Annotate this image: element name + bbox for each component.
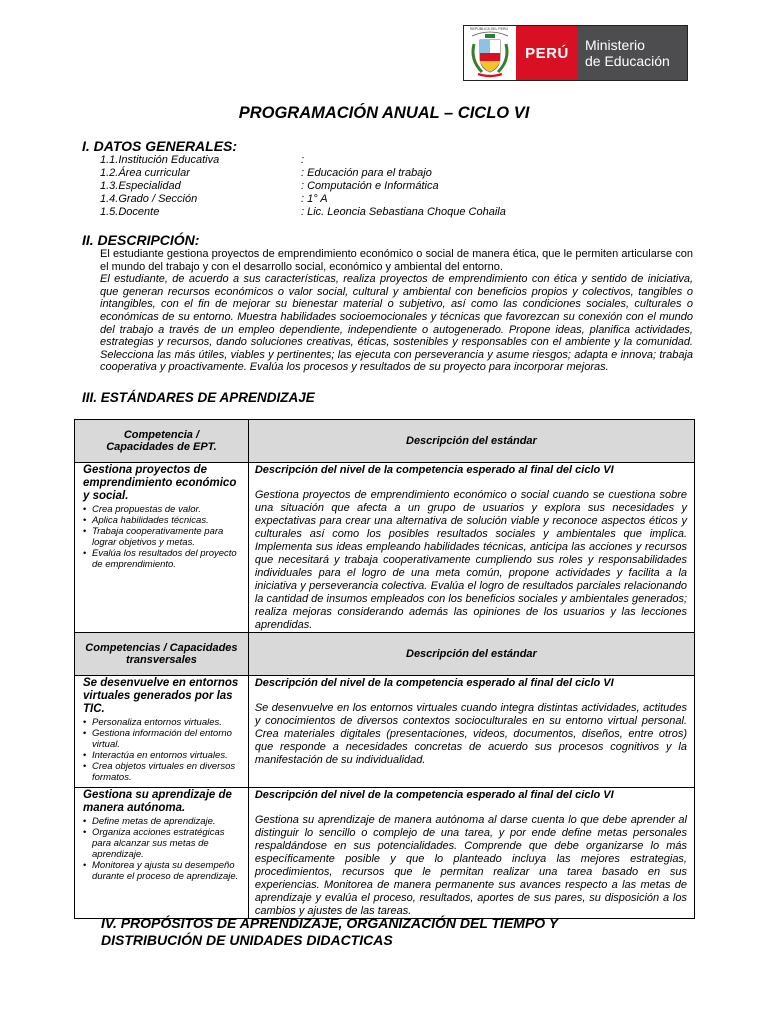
ministry-logo — [463, 25, 688, 81]
general-data-value: : 1° A — [301, 193, 328, 205]
document-title: PROGRAMACIÓN ANUAL – CICLO VI — [238, 104, 530, 122]
section1-heading: I. DATOS GENERALES: — [82, 138, 238, 154]
standard-text: Se desenvuelve en los entornos virtuales cuando integra distintas actividades, actitudes y conocimientos de diversos contextos socioculturales en su entorno virtual personal. Crea materiales digitales (presentaciones, videos, documentos, diseños, entre otros) que responde a necesidades concretas de acuerdo sus procesos cognitivos y la manifestación de su individualidad. — [254, 702, 687, 766]
competency-cell — [75, 788, 249, 919]
table-header-cell: Descripción del estándar — [248, 633, 694, 676]
competency-cell — [75, 676, 249, 788]
table-header-cell — [75, 420, 249, 463]
capacity-list — [75, 815, 248, 882]
general-data-label: 1.2.Área curricular — [100, 167, 190, 179]
standard-heading: Descripción del nivel de la competencia esperado al final del ciclo VI — [254, 677, 614, 689]
table-row — [75, 676, 695, 788]
capacity-item: • Monitorea y ajusta su desempeño durante el proceso de aprendizaje. — [83, 860, 242, 882]
competency-title: Se desenvuelve en entornos virtuales generados por las TIC. — [83, 677, 239, 715]
capacity-item: • Personaliza entornos virtuales. — [83, 717, 242, 728]
capacity-item: • Gestiona información del entorno virtual. — [83, 728, 242, 750]
capacity-item: • Organiza acciones estratégicas para alcanzar sus metas de aprendizaje. — [83, 827, 242, 860]
competency-title: Gestiona proyectos de emprendimiento económico y social. — [83, 464, 237, 502]
section3-heading: III. ESTÁNDARES DE APRENDIZAJE — [82, 390, 315, 405]
capacity-item: • Define metas de aprendizaje. — [83, 816, 242, 827]
coat-of-arms-icon — [464, 26, 516, 80]
competency-cell — [75, 463, 249, 633]
table-header-row — [75, 420, 695, 463]
country-label: PERÚ — [516, 26, 578, 80]
standards-table — [74, 419, 695, 919]
capacity-item: • Trabaja cooperativamente para lograr objetivos y metas. — [83, 526, 242, 548]
capacity-list — [75, 503, 248, 570]
section2-heading: II. DESCRIPCIÓN: — [82, 232, 200, 248]
standard-cell — [248, 676, 694, 788]
shield-caption: REPÚBLICA DEL PERÚ — [470, 27, 508, 31]
standard-heading: Descripción del nivel de la competencia esperado al final del ciclo VI — [254, 789, 614, 801]
general-data-label: 1.4.Grado / Sección — [100, 193, 198, 205]
capacity-item: • Crea objetos virtuales en diversos formatos. — [83, 761, 242, 783]
table-header-cell: Descripción del estándar — [248, 420, 694, 463]
general-data-value: : Computación e Informática — [301, 180, 439, 192]
ministry-line2: de Educación — [585, 53, 670, 69]
header-competency: Competencia / Capacidades de EPT. — [106, 429, 217, 453]
table-header-cell — [75, 633, 249, 676]
description-paragraph: El estudiante gestiona proyectos de emprendimiento económico o social de manera ética, que le permiten articularse con el mundo del trabajo y con el desarrollo social, económico y ambiental del entorno. — [100, 248, 693, 273]
standard-text: Gestiona su aprendizaje de manera autónoma al darse cuenta lo que debe aprender al distinguir lo sencillo o complejo de una tarea, y por ende define metas personales respaldándose en sus potencialidades. Comprende que debe organizarse lo más específicamente posible y que lo planteado incluya las mejores estrategias, procedimientos, recursos que le permitan realizar una tarea basado en sus experiencias. Monitorea de manera permanente sus avances respecto a las metas de aprendizaje y evalúa el proceso, resultados, aportes de sus pares, su disposición a los cambios y ajustes de las tareas. — [254, 814, 687, 917]
capacity-item: • Crea propuestas de valor. — [83, 504, 242, 515]
general-data-value: : Educación para el trabajo — [301, 167, 432, 179]
standard-cell — [248, 463, 694, 633]
standard-cell — [248, 788, 694, 919]
standard-text: Gestiona proyectos de emprendimiento económico o social cuando se cuestiona sobre una situación que afecta a un grupo de usuarios y explora sus necesidades y expectativas para crear una alternativa de solución viable y reconoce aspectos éticos y culturales así como los posibles resultados sociales y ambientales que implica. Implementa sus ideas empleando habilidades técnicas, anticipa las acciones y recursos que necesitará y trabaja cooperativamente cumpliendo sus roles y responsabilidades individuales para el logro de una meta común, propone actividades y facilita a la iniciativa y perseverancia colectiva. Evalúa el logro de resultados parciales relacionando la cantidad de insumos empleados con los beneficios sociales y ambientales generados; realiza mejoras considerando además las opiniones de los usuarios y las lecciones aprendidas. — [254, 489, 687, 631]
capacity-list — [75, 716, 248, 783]
header-transversal: Competencias / Capacidades transversales — [85, 642, 238, 666]
general-data-label: 1.1.Institución Educativa — [100, 154, 220, 166]
section4-heading: IV. PROPÓSITOS DE APRENDIZAJE, ORGANIZACIÓN DEL TIEMPO Y DISTRIBUCIÓN DE UNIDADES DIDACTICAS — [101, 915, 558, 948]
competency-title: Gestiona su aprendizaje de manera autónoma. — [83, 789, 232, 814]
general-data-value: : — [301, 154, 305, 166]
table-row — [75, 788, 695, 919]
standard-heading: Descripción del nivel de la competencia esperado al final del ciclo VI — [254, 464, 614, 476]
general-data-value: : Lic. Leoncia Sebastiana Choque Cohaila — [301, 206, 506, 218]
ministry-name — [578, 26, 687, 80]
table-row — [75, 463, 695, 633]
general-data-label: 1.5.Docente — [100, 206, 160, 218]
capacity-item: • Aplica habilidades técnicas. — [83, 515, 242, 526]
capacity-item: • Interactúa en entornos virtuales. — [83, 750, 242, 761]
table-header-row — [75, 633, 695, 676]
ministry-line1: Ministerio — [585, 37, 645, 53]
description-paragraph-italic: El estudiante, de acuerdo a sus características, realiza proyectos de emprendimiento con ética y sentido de iniciativa, que generan recursos económicos o valor social, cultural y ambiental con beneficios propios y colectivos, tangibles o intangibles, con el fin de mejorar su bienestar material o subjetivo, así como las condiciones sociales, culturales o económicas de su entorno. Muestra habilidades socioemocionales y técnicas que favorezcan su conexión con el mundo del trabajo a través de un empleo dependiente, independiente o autogenerado. Propone ideas, planifica actividades, estrategias y recursos, dando soluciones creativas, éticas, sostenibles y responsables con el ambiente y la comunidad. Selecciona las más útiles, viables y pertinentes; las ejecuta con perseverancia y asume riesgos; adapta e innova; trabaja cooperativa y proactivamente. Evalúa los procesos y resultados de su proyecto para incorporar mejoras. — [100, 273, 693, 374]
capacity-item: • Evalúa los resultados del proyecto de emprendimiento. — [83, 548, 242, 570]
general-data-label: 1.3.Especialidad — [100, 180, 181, 192]
description-text — [100, 248, 693, 374]
